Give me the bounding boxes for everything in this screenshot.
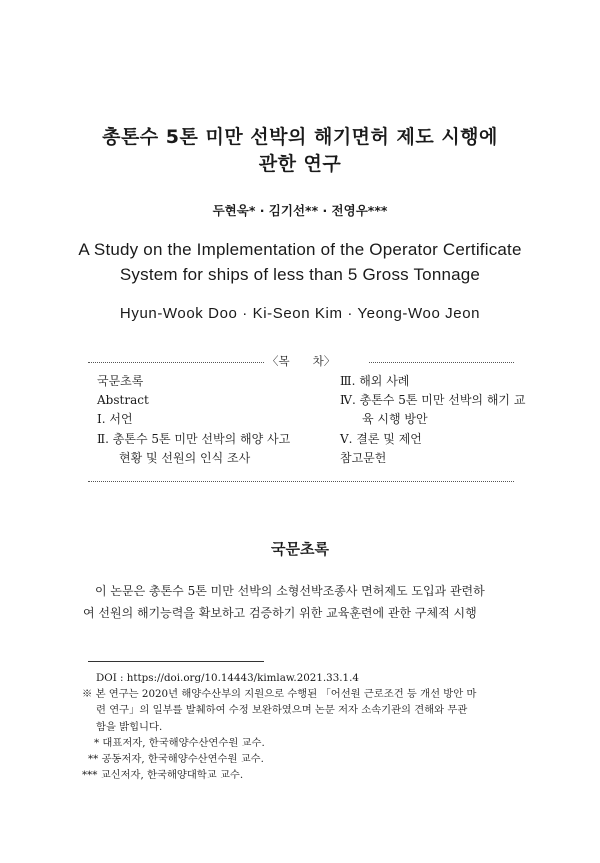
toc-item: Ⅰ. 서언 — [97, 412, 133, 427]
korean-authors: 두현욱* · 김기선** · 전영우*** — [212, 203, 388, 218]
funding-note-continued: 함을 밝힙니다. — [96, 720, 163, 733]
abstract-line: 여 선원의 해기능력을 확보하고 검증하기 위한 교육훈련에 관한 구체적 시행 — [83, 606, 477, 620]
english-title-line-1: A Study on the Implementation of the Operator Certificate — [78, 240, 522, 259]
toc-item: 국문초록 — [97, 374, 144, 388]
english-authors: Hyun-Wook Doo · Ki-Seon Kim · Yeong-Woo Jeon — [119, 305, 481, 322]
toc-right-column — [340, 372, 526, 468]
toc-item: Ⅴ. 결론 및 제언 — [340, 431, 422, 446]
korean-title-line-1: 총톤수 5톤 미만 선박의 해기면허 제도 시행에 — [102, 126, 498, 148]
author-affiliation: * 대표저자, 한국해양수산연수원 교수. — [94, 736, 265, 749]
english-title-line-2: System for ships of less than 5 Gross Tonnage — [119, 265, 481, 284]
funding-note-continued: 련 연구」의 일부를 발췌하여 수정 보완하였으며 논문 저자 소속기관의 견해와 무관 — [96, 704, 468, 717]
toc-item: Abstract — [97, 393, 149, 408]
abstract-heading: 국문초록 — [271, 540, 329, 558]
toc-item: 참고문헌 — [340, 450, 387, 465]
toc-item-continuation: 육 시행 방안 — [362, 412, 428, 427]
toc-item: Ⅳ. 총톤수 5톤 미만 선박의 해기 교 — [340, 393, 526, 408]
abstract-line: 이 논문은 총톤수 5톤 미만 선박의 소형선박조종사 면허제도 도입과 관련하 — [95, 584, 485, 598]
funding-note: ※ 본 연구는 2020년 해양수산부의 지원으로 수행된 「어선원 근로조건 등 개선 방안 마 — [82, 688, 477, 701]
doi-line: DOI : https://doi.org/10.14443/kimlaw.2021.33.1.4 — [96, 672, 359, 684]
toc-item-continuation: 현황 및 선원의 인식 조사 — [119, 450, 251, 465]
footnotes — [82, 670, 522, 783]
toc-heading: 〈목 차〉 — [265, 353, 369, 369]
korean-title-line-2: 관한 연구 — [258, 153, 342, 175]
footnote-separator — [88, 661, 264, 662]
toc-item: Ⅲ. 해외 사례 — [340, 374, 410, 388]
toc-item: Ⅱ. 총톤수 5톤 미만 선박의 해양 사고 — [97, 431, 291, 446]
toc-left-column — [97, 372, 347, 468]
author-affiliation: ** 공동저자, 한국해양수산연수원 교수. — [88, 753, 264, 766]
author-affiliation: *** 교신저자, 한국해양대학교 교수. — [82, 769, 244, 782]
abstract-body — [83, 580, 519, 624]
